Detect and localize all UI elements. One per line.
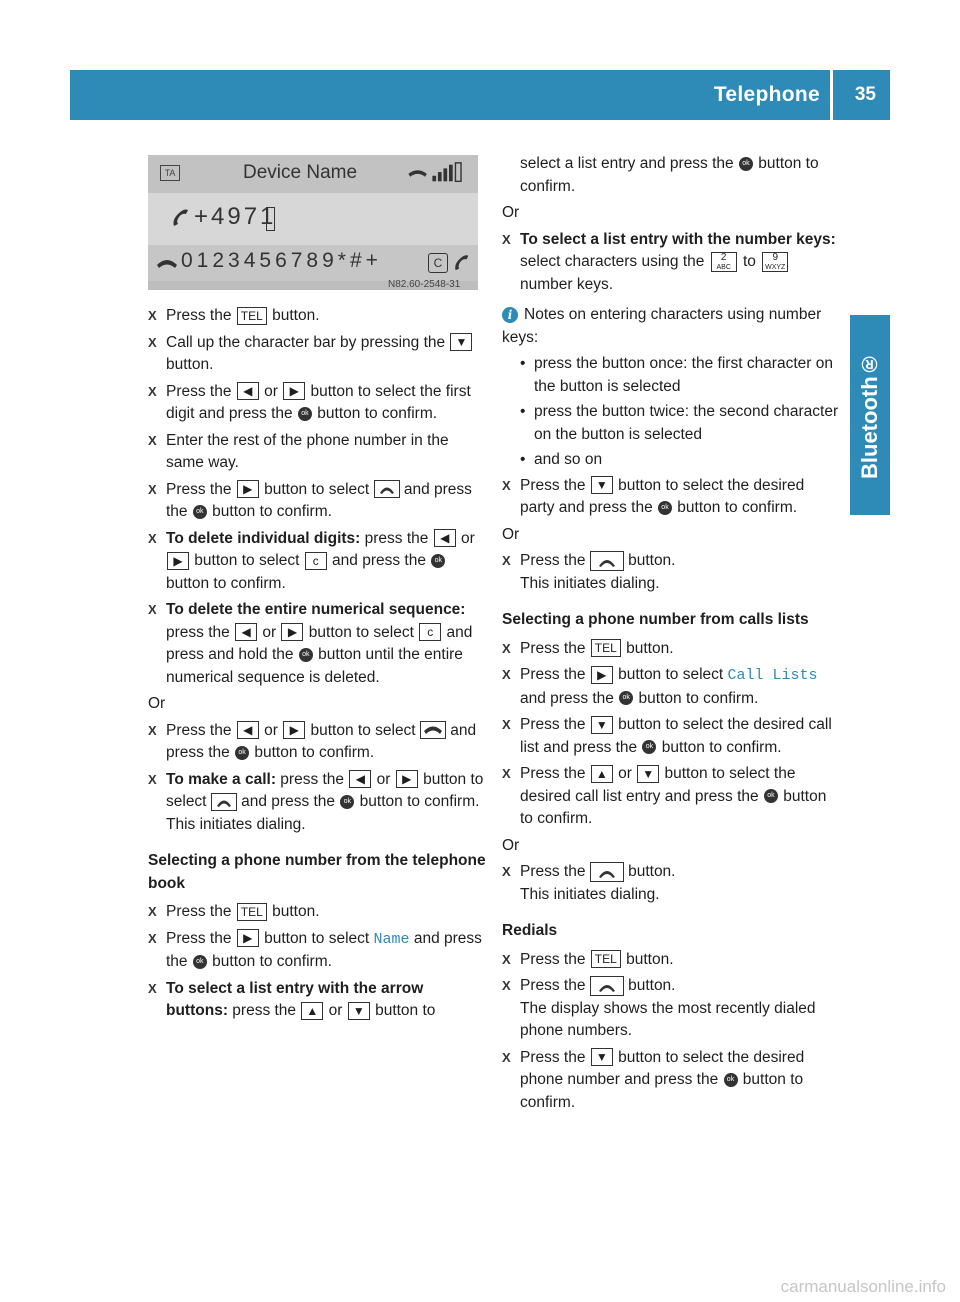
- ok-key-icon: ok: [764, 789, 778, 803]
- ok-key-icon: ok: [431, 554, 445, 568]
- signal-strength-icon: [402, 161, 472, 185]
- header-divider: [830, 70, 833, 120]
- list-item: X Press the button. This initiates dialing.: [502, 861, 842, 906]
- ok-key-icon: ok: [299, 648, 313, 662]
- ta-icon: TA: [160, 165, 180, 181]
- or-text: Or: [502, 525, 520, 543]
- left-key-icon: ◀: [349, 770, 371, 788]
- character-bar: 0123456789*#+: [181, 249, 382, 272]
- list-item: X Press the ▼ button to select the desired phone number and press the ok button to confirm.: [502, 1047, 842, 1115]
- left-key-icon: ◀: [237, 721, 259, 739]
- ok-key-icon: ok: [642, 740, 656, 754]
- list-item: X Press the ◀ or ▶ button to select and press the ok button to confirm.: [148, 720, 488, 765]
- right-key-icon: ▶: [396, 770, 418, 788]
- right-key-icon: ▶: [283, 382, 305, 400]
- right-key-icon: ▶: [281, 623, 303, 641]
- number-key-9-icon: 9 WXYZ: [762, 252, 788, 272]
- right-key-icon: ▶: [283, 721, 305, 739]
- handset-icon: [452, 251, 472, 275]
- down-key-icon: ▼: [591, 1048, 613, 1066]
- right-key-icon: ▶: [237, 480, 259, 498]
- number-key-2-icon: 2 ABC: [711, 252, 737, 272]
- left-key-icon: ◀: [434, 529, 456, 547]
- menu-term: Call Lists: [727, 667, 818, 684]
- handset-icon: [170, 206, 192, 230]
- ok-key-icon: ok: [193, 955, 207, 969]
- header-bar: [70, 70, 890, 120]
- list-item: X Press the TEL button.: [148, 305, 488, 328]
- dial-phone-icon: [590, 862, 624, 882]
- list-item: X Call up the character bar by pressing the ▼ button.: [148, 332, 488, 377]
- info-icon: i: [502, 307, 518, 323]
- cursor: [266, 207, 275, 231]
- section-title: Telephone: [713, 83, 820, 106]
- dial-phone-icon: [590, 551, 624, 571]
- display-dial-row: [148, 193, 478, 245]
- list-item: X Press the ▶ button to select Call Lists and press the ok button to confirm.: [502, 664, 842, 710]
- ok-key-icon: ok: [340, 795, 354, 809]
- display-illustration: [148, 155, 478, 290]
- list-item: X Press the ▶ button to select Name and press the ok button to confirm.: [148, 928, 488, 974]
- ok-key-icon: ok: [235, 746, 249, 760]
- tel-key-icon: TEL: [591, 950, 621, 968]
- right-key-icon: ▶: [237, 929, 259, 947]
- display-char-bar: [148, 245, 478, 281]
- menu-term: Name: [373, 930, 410, 948]
- end-call-icon: [420, 721, 446, 739]
- right-key-icon: ▶: [167, 552, 189, 570]
- bullet-item: • and so on: [502, 449, 842, 472]
- down-key-icon: ▼: [450, 333, 472, 351]
- list-item: X Press the TEL button.: [502, 949, 842, 972]
- list-item: X Press the TEL button.: [148, 901, 488, 924]
- up-key-icon: ▲: [301, 1002, 323, 1020]
- info-note: i Notes on entering characters using number keys:: [502, 306, 822, 346]
- list-item: X Press the ▼ button to select the desired party and press the ok button to confirm.: [502, 475, 842, 520]
- or-text: Or: [148, 695, 166, 712]
- down-key-icon: ▼: [637, 765, 659, 783]
- section-heading: Selecting a phone number from the telephone book: [148, 852, 486, 892]
- left-key-icon: ◀: [235, 623, 257, 641]
- list-item: X Press the TEL button.: [502, 638, 842, 661]
- display-status-row: [148, 155, 478, 193]
- list-item: X Press the ▶ button to select and press the ok button to confirm.: [148, 479, 488, 524]
- dialed-number: +4971: [194, 203, 277, 230]
- dial-phone-icon: [374, 480, 400, 498]
- clear-c-icon: c: [419, 623, 441, 641]
- down-key-icon: ▼: [348, 1002, 370, 1020]
- list-item: X Enter the rest of the phone number in the same way.: [148, 430, 488, 475]
- list-item-continued: select a list entry and press the ok button to confirm.: [520, 155, 819, 195]
- left-key-icon: ◀: [237, 382, 259, 400]
- ok-key-icon: ok: [739, 157, 753, 171]
- right-column: [502, 153, 842, 1118]
- ok-key-icon: ok: [724, 1073, 738, 1087]
- down-key-icon: ▼: [591, 716, 613, 734]
- list-item: X Press the ◀ or ▶ button to select the first digit and press the ok button to confirm.: [148, 381, 488, 426]
- list-item: X To select a list entry with the number keys: select characters using the 2 ABC to 9 WXYZ number keys.: [502, 229, 842, 297]
- tel-key-icon: TEL: [237, 903, 267, 921]
- watermark: carmanualsonline.info: [780, 1277, 946, 1296]
- down-key-icon: ▼: [591, 476, 613, 494]
- image-code: N82.60-2548-31: [388, 279, 461, 290]
- right-key-icon: ▶: [591, 666, 613, 684]
- bullet-item: • press the button twice: the second character on the button is selected: [502, 401, 842, 446]
- tel-key-icon: TEL: [591, 639, 621, 657]
- list-item: X To make a call: press the ◀ or ▶ button to select and press the ok button to confirm. This initiates dialing.: [148, 769, 488, 837]
- dial-phone-icon: [211, 793, 237, 811]
- section-heading: Redials: [502, 922, 558, 939]
- list-item: X Press the button. The display shows the most recently dialed phone numbers.: [502, 975, 842, 1043]
- list-item: X Press the ▲ or ▼ button to select the desired call list entry and press the ok button to confirm.: [502, 763, 842, 831]
- list-item: X To delete the entire numerical sequence: press the ◀ or ▶ button to select c and press and hold the ok button until the entire numerical sequence is deleted.: [148, 599, 488, 689]
- page-number: 35: [854, 84, 876, 105]
- up-key-icon: ▲: [591, 765, 613, 783]
- device-name: Device Name: [243, 162, 358, 183]
- list-item: X To select a list entry with the arrow buttons: press the ▲ or ▼ button to: [148, 978, 488, 1023]
- ok-key-icon: ok: [619, 691, 633, 705]
- left-column: [148, 305, 488, 1027]
- ok-key-icon: ok: [193, 505, 207, 519]
- or-text: Or: [502, 836, 520, 854]
- dial-phone-icon: [590, 976, 624, 996]
- or-text: Or: [502, 204, 520, 221]
- tel-key-icon: TEL: [237, 307, 267, 325]
- ok-key-icon: ok: [658, 501, 672, 515]
- end-call-icon: [156, 257, 178, 271]
- list-item: X Press the button. This initiates dialing.: [502, 550, 842, 595]
- list-item: X Press the ▼ button to select the desired call list and press the ok button to confirm.: [502, 714, 842, 759]
- ok-key-icon: ok: [298, 407, 312, 421]
- list-item: X To delete individual digits: press the ◀ or ▶ button to select c and press the ok button to confirm.: [148, 528, 488, 596]
- side-tab-label: Bluetooth®: [857, 351, 882, 479]
- section-heading: Selecting a phone number from calls lists: [502, 611, 809, 628]
- clear-c-icon: c: [305, 552, 327, 570]
- clear-c-icon: C: [428, 253, 448, 273]
- bullet-item: • press the button once: the first character on the button is selected: [502, 353, 842, 398]
